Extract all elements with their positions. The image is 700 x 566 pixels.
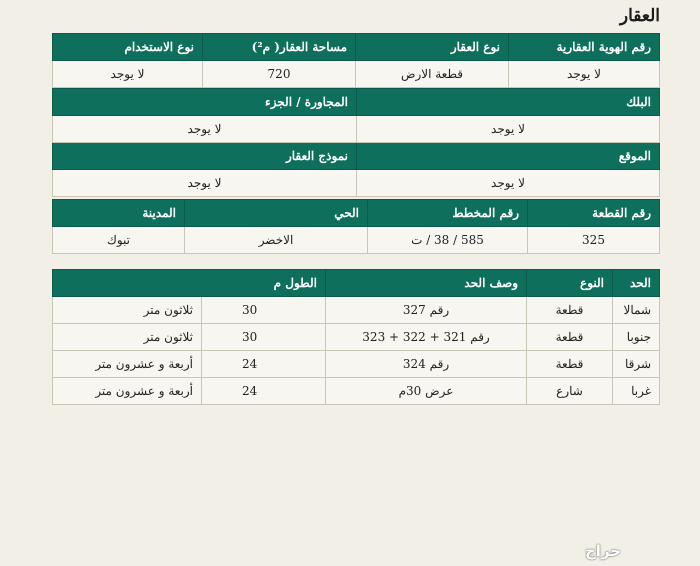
table-header-row <box>53 143 660 170</box>
boundary-desc: رقم 327 <box>326 297 527 324</box>
boundary-type: شارع <box>527 378 613 405</box>
boundary-dir: جنوبا <box>613 324 660 351</box>
table-row <box>53 170 660 197</box>
boundary-length-text: أربعة و عشرون متر <box>53 378 202 405</box>
boundary-length-text: أربعة و عشرون متر <box>53 351 202 378</box>
boundary-length-text: ثلاثون متر <box>53 324 202 351</box>
boundary-length-text: ثلاثون متر <box>53 297 202 324</box>
boundary-type: قطعة <box>527 351 613 378</box>
table-row <box>53 116 660 143</box>
header-neighbor-part: المجاورة / الجزء <box>53 89 357 116</box>
value-block: لا يوجد <box>357 116 660 143</box>
value-district: الاخضر <box>185 227 368 254</box>
header-property-id: رقم الهوية العقارية <box>509 34 660 61</box>
header-property-type: نوع العقار <box>356 34 509 61</box>
boundary-length: 30 <box>202 297 326 324</box>
table-header-row <box>53 200 660 227</box>
table-header-row <box>53 89 660 116</box>
boundary-desc: رقم 321 + 322 + 323 <box>326 324 527 351</box>
header-location: الموقع <box>357 143 660 170</box>
table-header-row <box>53 270 660 297</box>
value-city: تبوك <box>53 227 185 254</box>
header-plot-number: رقم القطعة <box>528 200 660 227</box>
table-row <box>53 61 660 88</box>
value-neighbor-part: لا يوجد <box>53 116 357 143</box>
header-city: المدينة <box>53 200 185 227</box>
value-location: لا يوجد <box>357 170 660 197</box>
table-row <box>53 351 660 378</box>
boundary-dir: شرقا <box>613 351 660 378</box>
watermark: حراج <box>585 542 622 560</box>
plot-info-table <box>52 199 660 254</box>
boundary-type: قطعة <box>527 297 613 324</box>
boundaries-table <box>52 269 660 405</box>
value-usage-type: لا يوجد <box>53 61 203 88</box>
header-district: الحي <box>185 200 368 227</box>
boundary-desc: رقم 324 <box>326 351 527 378</box>
value-plot-number: 325 <box>528 227 660 254</box>
boundary-desc: عرض 30م <box>326 378 527 405</box>
header-property-area: مساحة العقار( م²) <box>203 34 356 61</box>
boundary-length: 24 <box>202 378 326 405</box>
header-usage-type: نوع الاستخدام <box>53 34 203 61</box>
header-property-model: نموذج العقار <box>53 143 357 170</box>
boundary-length: 30 <box>202 324 326 351</box>
table-row <box>53 227 660 254</box>
value-property-area: 720 <box>203 61 356 88</box>
value-property-id: لا يوجد <box>509 61 660 88</box>
boundary-length: 24 <box>202 351 326 378</box>
table-header-row <box>53 34 660 61</box>
header-length: الطول م <box>53 270 326 297</box>
header-boundary-desc: وصف الحد <box>326 270 527 297</box>
boundary-dir: غربا <box>613 378 660 405</box>
header-block: البلك <box>357 89 660 116</box>
page-title: العقار <box>619 6 660 26</box>
header-plan-number: رقم المخطط <box>368 200 528 227</box>
block-location-table <box>52 88 660 197</box>
value-property-model: لا يوجد <box>53 170 357 197</box>
boundary-dir: شمالا <box>613 297 660 324</box>
header-boundary-type: النوع <box>527 270 613 297</box>
boundary-type: قطعة <box>527 324 613 351</box>
header-boundary: الحد <box>613 270 660 297</box>
table-row <box>53 297 660 324</box>
table-row <box>53 324 660 351</box>
table-row <box>53 378 660 405</box>
property-info-table <box>52 33 660 88</box>
value-plan-number: 585 / 38 / ت <box>368 227 528 254</box>
value-property-type: قطعة الارض <box>356 61 509 88</box>
